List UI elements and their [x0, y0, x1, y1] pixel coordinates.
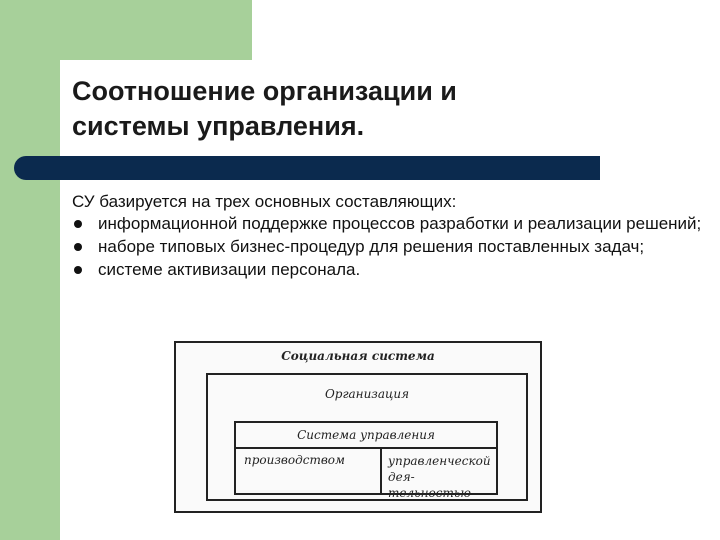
bullet-icon — [74, 266, 82, 274]
management-activity-cell — [382, 447, 496, 500]
slide-body — [72, 192, 702, 283]
production-label: производством — [244, 453, 345, 467]
bullet-text: информационной поддержке процессов разработки и реализации решений; — [98, 214, 702, 233]
management-system-header — [236, 423, 496, 449]
slide-title — [72, 74, 672, 144]
list-item — [72, 237, 702, 256]
bullet-text: системе активизации персонала. — [98, 260, 361, 279]
bullet-text: наборе типовых бизнес-процедур для решения поставленных задач; — [98, 237, 645, 256]
decorative-green-left-band — [0, 0, 60, 540]
organization-box — [206, 373, 528, 501]
management-system-label: Система управления — [297, 428, 435, 442]
decorative-green-top-band — [0, 0, 252, 60]
bullet-icon — [74, 220, 82, 228]
slide-title-line-2: системы управления. — [72, 111, 365, 141]
list-item — [72, 214, 702, 233]
list-item — [72, 260, 702, 279]
bullet-icon — [74, 243, 82, 251]
bullet-list — [72, 214, 702, 279]
organization-label: Организация — [324, 387, 410, 401]
management-system-box — [234, 421, 498, 500]
title-divider-bar — [14, 156, 600, 180]
social-system-diagram — [174, 341, 542, 513]
social-system-label: Социальная система — [281, 349, 435, 363]
production-cell — [236, 447, 382, 493]
intro-text: СУ базируется на трех основных составляющих: — [72, 192, 457, 211]
slide-title-line-1: Соотношение организации и — [72, 76, 457, 106]
management-activity-label: управленческой дея- тельностью — [388, 454, 491, 500]
